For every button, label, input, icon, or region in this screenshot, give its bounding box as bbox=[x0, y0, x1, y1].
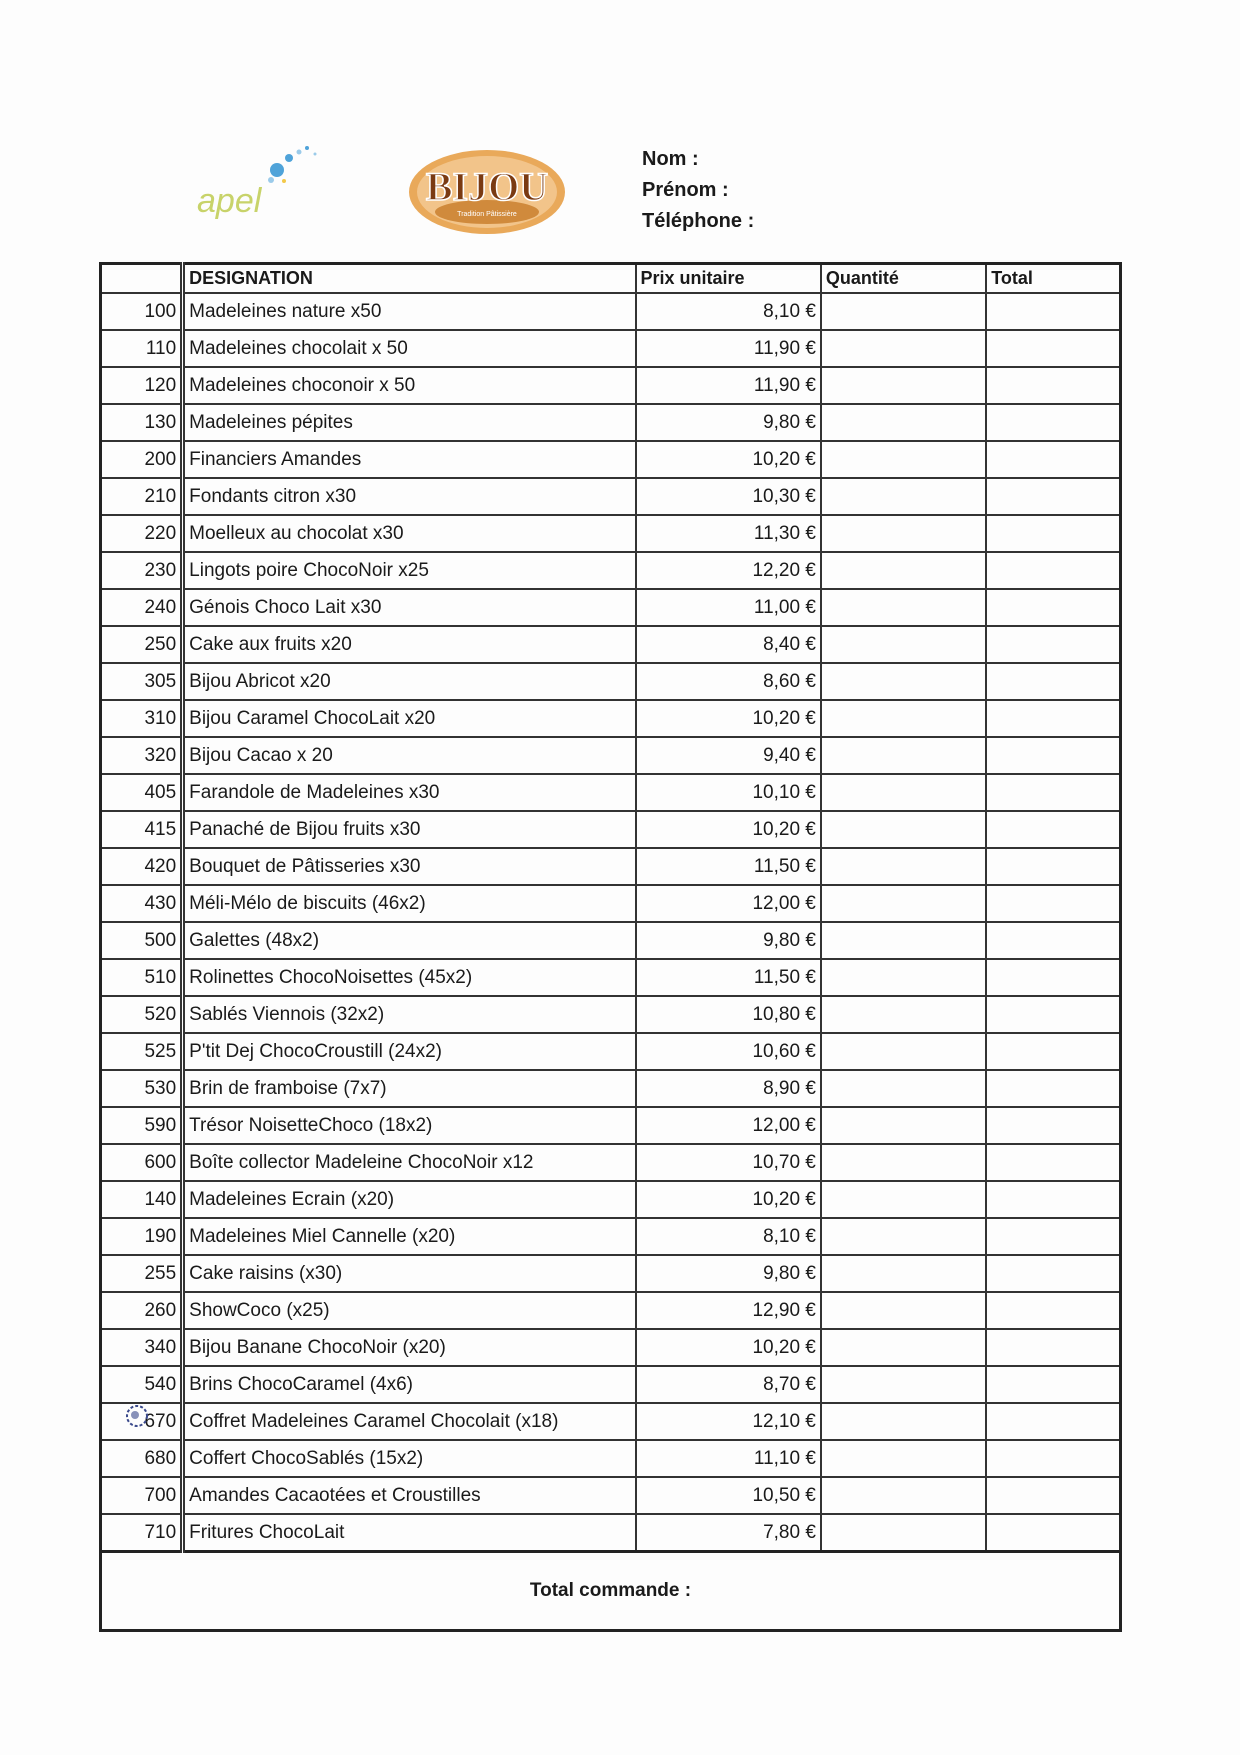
quantity-cell[interactable] bbox=[821, 1329, 986, 1366]
unit-price: 10,70 € bbox=[636, 1144, 821, 1181]
bijou-logo bbox=[405, 142, 570, 238]
table-row bbox=[101, 1218, 1121, 1255]
line-total-cell[interactable] bbox=[986, 1218, 1120, 1255]
table-row bbox=[101, 552, 1121, 589]
product-designation: Madeleines Ecrain (x20) bbox=[183, 1181, 636, 1218]
product-code: 250 bbox=[101, 626, 183, 663]
quantity-cell[interactable] bbox=[821, 885, 986, 922]
product-code: 420 bbox=[101, 848, 183, 885]
product-code: 310 bbox=[101, 700, 183, 737]
table-row bbox=[101, 1477, 1121, 1514]
apel-logo bbox=[185, 140, 325, 220]
product-designation: Fondants citron x30 bbox=[183, 478, 636, 515]
quantity-cell[interactable] bbox=[821, 515, 986, 552]
table-row bbox=[101, 293, 1121, 330]
quantity-cell[interactable] bbox=[821, 1366, 986, 1403]
unit-price: 10,60 € bbox=[636, 1033, 821, 1070]
unit-price: 12,00 € bbox=[636, 885, 821, 922]
product-designation: Trésor NoisetteChoco (18x2) bbox=[183, 1107, 636, 1144]
line-total-cell[interactable] bbox=[986, 848, 1120, 885]
unit-price: 10,20 € bbox=[636, 700, 821, 737]
product-designation: Lingots poire ChocoNoir x25 bbox=[183, 552, 636, 589]
table-row bbox=[101, 404, 1121, 441]
table-row bbox=[101, 515, 1121, 552]
product-designation: Boîte collector Madeleine ChocoNoir x12 bbox=[183, 1144, 636, 1181]
apel-bubbles-icon bbox=[257, 140, 327, 190]
line-total-cell[interactable] bbox=[986, 515, 1120, 552]
product-code: 100 bbox=[101, 293, 183, 330]
line-total-cell[interactable] bbox=[986, 774, 1120, 811]
product-designation: P'tit Dej ChocoCroustill (24x2) bbox=[183, 1033, 636, 1070]
line-total-cell[interactable] bbox=[986, 293, 1120, 330]
product-designation: Cake raisins (x30) bbox=[183, 1255, 636, 1292]
line-total-cell[interactable] bbox=[986, 1292, 1120, 1329]
svg-text:BIJOU: BIJOU bbox=[425, 164, 549, 209]
table-row bbox=[101, 774, 1121, 811]
table-header-row bbox=[101, 264, 1121, 294]
product-code: 140 bbox=[101, 1181, 183, 1218]
product-designation: Madeleines pépites bbox=[183, 404, 636, 441]
product-code: 190 bbox=[101, 1218, 183, 1255]
line-total-cell[interactable] bbox=[986, 885, 1120, 922]
unit-price: 10,20 € bbox=[636, 1329, 821, 1366]
line-total-cell[interactable] bbox=[986, 441, 1120, 478]
product-designation: Brins ChocoCaramel (4x6) bbox=[183, 1366, 636, 1403]
product-designation: Coffret Madeleines Caramel Chocolait (x18) bbox=[183, 1403, 636, 1440]
quantity-cell[interactable] bbox=[821, 959, 986, 996]
line-total-cell[interactable] bbox=[986, 1514, 1120, 1552]
line-total-cell[interactable] bbox=[986, 1403, 1120, 1440]
quantity-cell[interactable] bbox=[821, 589, 986, 626]
product-code: 500 bbox=[101, 922, 183, 959]
line-total-cell[interactable] bbox=[986, 1144, 1120, 1181]
column-header-quantity: Quantité bbox=[821, 264, 986, 294]
table-row bbox=[101, 1329, 1121, 1366]
column-header-designation: DESIGNATION bbox=[183, 264, 636, 294]
unit-price: 12,10 € bbox=[636, 1403, 821, 1440]
unit-price: 7,80 € bbox=[636, 1514, 821, 1552]
total-row bbox=[101, 1552, 1121, 1631]
product-code: 130 bbox=[101, 404, 183, 441]
product-designation: ShowCoco (x25) bbox=[183, 1292, 636, 1329]
product-designation: Rolinettes ChocoNoisettes (45x2) bbox=[183, 959, 636, 996]
quantity-cell[interactable] bbox=[821, 1292, 986, 1329]
product-designation: Bijou Banane ChocoNoir (x20) bbox=[183, 1329, 636, 1366]
table-row bbox=[101, 922, 1121, 959]
quantity-cell[interactable] bbox=[821, 626, 986, 663]
svg-text:Tradition Pâtissière: Tradition Pâtissière bbox=[457, 211, 517, 218]
quantity-cell[interactable] bbox=[821, 330, 986, 367]
line-total-cell[interactable] bbox=[986, 1181, 1120, 1218]
product-designation: Madeleines chocolait x 50 bbox=[183, 330, 636, 367]
line-total-cell[interactable] bbox=[986, 330, 1120, 367]
unit-price: 10,80 € bbox=[636, 996, 821, 1033]
unit-price: 11,90 € bbox=[636, 330, 821, 367]
table-row bbox=[101, 330, 1121, 367]
line-total-cell[interactable] bbox=[986, 737, 1120, 774]
line-total-cell[interactable] bbox=[986, 922, 1120, 959]
quantity-cell[interactable] bbox=[821, 848, 986, 885]
quantity-cell[interactable] bbox=[821, 1440, 986, 1477]
product-code: 710 bbox=[101, 1514, 183, 1552]
product-designation: Financiers Amandes bbox=[183, 441, 636, 478]
product-code: 260 bbox=[101, 1292, 183, 1329]
line-total-cell[interactable] bbox=[986, 478, 1120, 515]
line-total-cell[interactable] bbox=[986, 1440, 1120, 1477]
unit-price: 11,10 € bbox=[636, 1440, 821, 1477]
product-code: 210 bbox=[101, 478, 183, 515]
line-total-cell[interactable] bbox=[986, 1329, 1120, 1366]
table-row bbox=[101, 885, 1121, 922]
table-row bbox=[101, 1107, 1121, 1144]
product-code: 405 bbox=[101, 774, 183, 811]
line-total-cell[interactable] bbox=[986, 1255, 1120, 1292]
unit-price: 11,50 € bbox=[636, 848, 821, 885]
quantity-cell[interactable] bbox=[821, 922, 986, 959]
ink-stain-mark bbox=[124, 1401, 154, 1431]
unit-price: 9,80 € bbox=[636, 922, 821, 959]
product-code: 700 bbox=[101, 1477, 183, 1514]
quantity-cell[interactable] bbox=[821, 478, 986, 515]
product-code: 240 bbox=[101, 589, 183, 626]
unit-price: 8,40 € bbox=[636, 626, 821, 663]
unit-price: 8,90 € bbox=[636, 1070, 821, 1107]
table-row bbox=[101, 441, 1121, 478]
product-designation: Madeleines Miel Cannelle (x20) bbox=[183, 1218, 636, 1255]
table-row bbox=[101, 1144, 1121, 1181]
product-designation: Galettes (48x2) bbox=[183, 922, 636, 959]
line-total-cell[interactable] bbox=[986, 1070, 1120, 1107]
table-row bbox=[101, 811, 1121, 848]
column-header-total: Total bbox=[986, 264, 1120, 294]
product-designation: Madeleines choconoir x 50 bbox=[183, 367, 636, 404]
quantity-cell[interactable] bbox=[821, 1514, 986, 1552]
table-row bbox=[101, 996, 1121, 1033]
quantity-cell[interactable] bbox=[821, 552, 986, 589]
unit-price: 12,00 € bbox=[636, 1107, 821, 1144]
unit-price: 9,80 € bbox=[636, 1255, 821, 1292]
product-code: 110 bbox=[101, 330, 183, 367]
quantity-cell[interactable] bbox=[821, 1255, 986, 1292]
table-row bbox=[101, 626, 1121, 663]
table-row bbox=[101, 1070, 1121, 1107]
unit-price: 10,30 € bbox=[636, 478, 821, 515]
quantity-cell[interactable] bbox=[821, 1107, 986, 1144]
table-row bbox=[101, 848, 1121, 885]
table-row bbox=[101, 478, 1121, 515]
unit-price: 9,80 € bbox=[636, 404, 821, 441]
table-row bbox=[101, 1255, 1121, 1292]
unit-price: 10,20 € bbox=[636, 1181, 821, 1218]
product-code: 255 bbox=[101, 1255, 183, 1292]
table-row bbox=[101, 1366, 1121, 1403]
product-designation: Brin de framboise (7x7) bbox=[183, 1070, 636, 1107]
product-designation: Moelleux au chocolat x30 bbox=[183, 515, 636, 552]
table-row bbox=[101, 1440, 1121, 1477]
line-total-cell[interactable] bbox=[986, 811, 1120, 848]
line-total-cell[interactable] bbox=[986, 959, 1120, 996]
quantity-cell[interactable] bbox=[821, 1477, 986, 1514]
order-rows bbox=[101, 293, 1121, 1552]
field-prenom-label: Prénom : bbox=[642, 179, 729, 201]
line-total-cell[interactable] bbox=[986, 367, 1120, 404]
product-designation: Bijou Caramel ChocoLait x20 bbox=[183, 700, 636, 737]
field-nom-label: Nom : bbox=[642, 148, 699, 170]
table-row bbox=[101, 700, 1121, 737]
unit-price: 8,10 € bbox=[636, 1218, 821, 1255]
table-row bbox=[101, 367, 1121, 404]
customer-fields bbox=[642, 144, 754, 237]
quantity-cell[interactable] bbox=[821, 1218, 986, 1255]
quantity-cell[interactable] bbox=[821, 404, 986, 441]
table-row bbox=[101, 1181, 1121, 1218]
table-row bbox=[101, 663, 1121, 700]
line-total-cell[interactable] bbox=[986, 589, 1120, 626]
product-code: 320 bbox=[101, 737, 183, 774]
product-designation: Amandes Cacaotées et Croustilles bbox=[183, 1477, 636, 1514]
line-total-cell[interactable] bbox=[986, 663, 1120, 700]
field-telephone-label: Téléphone : bbox=[642, 210, 755, 232]
product-designation: Madeleines nature x50 bbox=[183, 293, 636, 330]
table-row bbox=[101, 1514, 1121, 1552]
product-code: 520 bbox=[101, 996, 183, 1033]
total-commande-label: Total commande : bbox=[101, 1552, 1121, 1631]
product-code: 415 bbox=[101, 811, 183, 848]
product-code: 540 bbox=[101, 1366, 183, 1403]
table-row bbox=[101, 1292, 1121, 1329]
product-designation: Cake aux fruits x20 bbox=[183, 626, 636, 663]
line-total-cell[interactable] bbox=[986, 626, 1120, 663]
order-table bbox=[99, 262, 1122, 1632]
product-code: 525 bbox=[101, 1033, 183, 1070]
unit-price: 10,50 € bbox=[636, 1477, 821, 1514]
line-total-cell[interactable] bbox=[986, 552, 1120, 589]
product-code: 530 bbox=[101, 1070, 183, 1107]
line-total-cell[interactable] bbox=[986, 700, 1120, 737]
unit-price: 8,70 € bbox=[636, 1366, 821, 1403]
line-total-cell[interactable] bbox=[986, 1107, 1120, 1144]
product-designation: Fritures ChocoLait bbox=[183, 1514, 636, 1552]
product-designation: Génois Choco Lait x30 bbox=[183, 589, 636, 626]
unit-price: 10,10 € bbox=[636, 774, 821, 811]
product-designation: Méli-Mélo de biscuits (46x2) bbox=[183, 885, 636, 922]
unit-price: 12,90 € bbox=[636, 1292, 821, 1329]
product-code: 305 bbox=[101, 663, 183, 700]
product-code: 590 bbox=[101, 1107, 183, 1144]
line-total-cell[interactable] bbox=[986, 996, 1120, 1033]
quantity-cell[interactable] bbox=[821, 811, 986, 848]
unit-price: 11,00 € bbox=[636, 589, 821, 626]
line-total-cell[interactable] bbox=[986, 404, 1120, 441]
product-designation: Bijou Cacao x 20 bbox=[183, 737, 636, 774]
product-code: 230 bbox=[101, 552, 183, 589]
product-code: 680 bbox=[101, 1440, 183, 1477]
quantity-cell[interactable] bbox=[821, 737, 986, 774]
product-designation: Sablés Viennois (32x2) bbox=[183, 996, 636, 1033]
quantity-cell[interactable] bbox=[821, 1403, 986, 1440]
line-total-cell[interactable] bbox=[986, 1477, 1120, 1514]
product-code: 430 bbox=[101, 885, 183, 922]
quantity-cell[interactable] bbox=[821, 996, 986, 1033]
apel-logo-text: apel bbox=[197, 182, 262, 220]
table-row bbox=[101, 737, 1121, 774]
product-code: 510 bbox=[101, 959, 183, 996]
product-code: 670 bbox=[101, 1403, 183, 1440]
quantity-cell[interactable] bbox=[821, 774, 986, 811]
quantity-cell[interactable] bbox=[821, 1070, 986, 1107]
product-designation: Bouquet de Pâtisseries x30 bbox=[183, 848, 636, 885]
line-total-cell[interactable] bbox=[986, 1366, 1120, 1403]
unit-price: 8,60 € bbox=[636, 663, 821, 700]
quantity-cell[interactable] bbox=[821, 367, 986, 404]
unit-price: 8,10 € bbox=[636, 293, 821, 330]
unit-price: 11,90 € bbox=[636, 367, 821, 404]
column-header-unit-price: Prix unitaire bbox=[636, 264, 821, 294]
product-designation: Panaché de Bijou fruits x30 bbox=[183, 811, 636, 848]
product-code: 120 bbox=[101, 367, 183, 404]
quantity-cell[interactable] bbox=[821, 1181, 986, 1218]
column-header-code bbox=[101, 264, 183, 294]
line-total-cell[interactable] bbox=[986, 1033, 1120, 1070]
unit-price: 12,20 € bbox=[636, 552, 821, 589]
quantity-cell[interactable] bbox=[821, 663, 986, 700]
quantity-cell[interactable] bbox=[821, 1144, 986, 1181]
unit-price: 11,30 € bbox=[636, 515, 821, 552]
product-designation: Farandole de Madeleines x30 bbox=[183, 774, 636, 811]
table-row bbox=[101, 1403, 1121, 1440]
form-header bbox=[0, 0, 1240, 260]
product-designation: Coffert ChocoSablés (15x2) bbox=[183, 1440, 636, 1477]
product-code: 340 bbox=[101, 1329, 183, 1366]
quantity-cell[interactable] bbox=[821, 441, 986, 478]
product-code: 220 bbox=[101, 515, 183, 552]
table-row bbox=[101, 959, 1121, 996]
quantity-cell[interactable] bbox=[821, 700, 986, 737]
quantity-cell[interactable] bbox=[821, 293, 986, 330]
product-code: 200 bbox=[101, 441, 183, 478]
unit-price: 10,20 € bbox=[636, 441, 821, 478]
product-code: 600 bbox=[101, 1144, 183, 1181]
table-row bbox=[101, 589, 1121, 626]
unit-price: 10,20 € bbox=[636, 811, 821, 848]
table-row bbox=[101, 1033, 1121, 1070]
quantity-cell[interactable] bbox=[821, 1033, 986, 1070]
unit-price: 9,40 € bbox=[636, 737, 821, 774]
product-designation: Bijou Abricot x20 bbox=[183, 663, 636, 700]
unit-price: 11,50 € bbox=[636, 959, 821, 996]
